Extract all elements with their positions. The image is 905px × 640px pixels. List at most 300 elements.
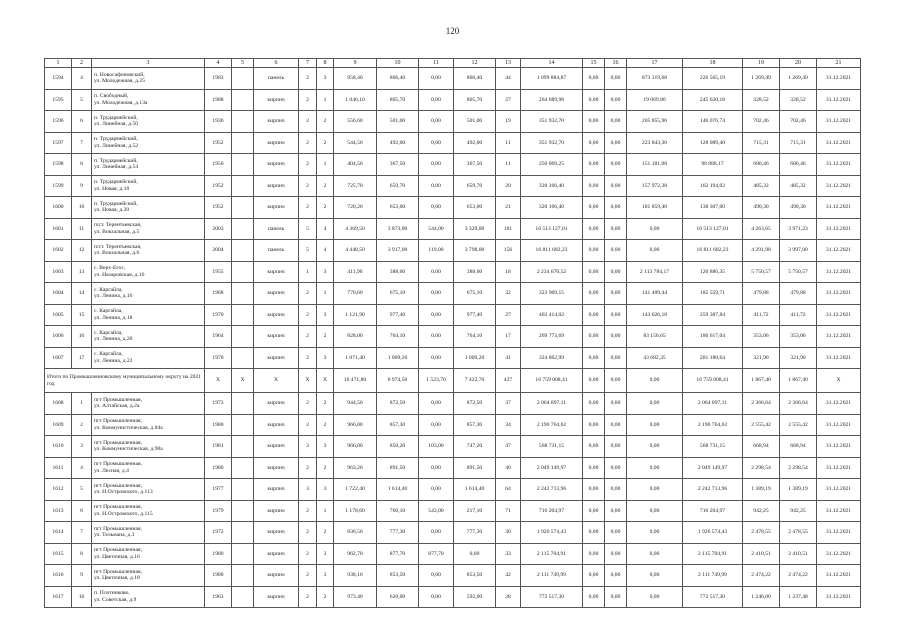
cell-c18: 162 194,02 (683, 175, 743, 197)
cell-c18: 2 049 149,97 (683, 457, 743, 479)
cell-c11: 0,00 (419, 326, 454, 348)
cell-c9: 944,50 (334, 393, 377, 415)
cell-c9: 1 121,90 (334, 304, 377, 326)
address-locality: п. Плотниково, (94, 590, 130, 597)
cell-c20: 2 298,54 (780, 457, 817, 479)
cell-c6: кирпич (254, 479, 299, 501)
cell-c17: 43 682,35 (627, 347, 683, 369)
cell-c12: 853,50 (454, 565, 496, 587)
cell-c18: 16 811 682,23 (683, 240, 743, 262)
cell-c5 (232, 479, 254, 501)
cell-c18: 186 617,04 (683, 326, 743, 348)
cell-c20: 490,30 (780, 197, 817, 219)
cell-c17: 873 319,68 (627, 68, 683, 90)
cell-c2: 7 (72, 522, 92, 544)
cell-c10: 891,50 (377, 457, 419, 479)
cell-c15: 0,00 (583, 393, 605, 415)
cell-c5 (232, 326, 254, 348)
cell-c6: кирпич (254, 261, 299, 283)
cell-c8: 1 (317, 500, 334, 522)
cell-c19: 2 474,22 (743, 565, 780, 587)
table-row (45, 111, 861, 133)
cell-c8: 4 (317, 218, 334, 240)
address-locality: с. Каргайла, (94, 351, 123, 358)
cell-c5 (232, 457, 254, 479)
cell-c1: 1608 (45, 393, 72, 415)
total-label: Итого по Промышленновскому муниципальному округу на 2021 год (45, 369, 205, 393)
cell-c9: 556,60 (334, 111, 377, 133)
address-street: ул. Вокзальная, д.5 (94, 228, 140, 235)
cell-c17: 0,00 (627, 479, 683, 501)
cell-c4: 1980 (205, 457, 232, 479)
address-locality: п. Трудармейский, (94, 179, 138, 186)
cell-c4: 1972 (205, 522, 232, 544)
address-street: ул. Коммунистическая, д.90а (94, 446, 163, 453)
total-c7: X (299, 369, 317, 393)
address-cell (92, 347, 205, 369)
address-cell (92, 457, 205, 479)
cell-c9: 411,90 (334, 261, 377, 283)
address-locality: п. Новосафоновский, (94, 71, 145, 78)
total-c5: X (232, 369, 254, 393)
cell-c13: 44 (496, 68, 521, 90)
cell-c8: 3 (317, 261, 334, 283)
cell-c14: 264 689,98 (521, 89, 583, 111)
column-number: 1 (45, 59, 72, 68)
address-street: ул. Советская, д.9 (94, 596, 137, 603)
cell-c18: 182 559,71 (683, 283, 743, 305)
cell-c15: 0,00 (583, 261, 605, 283)
cell-c19: 668,94 (743, 436, 780, 458)
total-c6: X (254, 369, 299, 393)
total-c20: 1 867,40 (780, 369, 817, 393)
address-cell (92, 304, 205, 326)
cell-c7: 2 (299, 154, 317, 176)
cell-c14: 351 932,70 (521, 132, 583, 154)
cell-c10: 620,00 (377, 586, 419, 608)
table-row (45, 197, 861, 219)
cell-c19: 411,72 (743, 304, 780, 326)
table-row (45, 393, 861, 415)
cell-c2: 17 (72, 347, 92, 369)
cell-c16: 0,00 (605, 111, 627, 133)
cell-c7: 2 (299, 304, 317, 326)
cell-c7: 1 (299, 261, 317, 283)
cell-c4: 1952 (205, 132, 232, 154)
address-locality: пгт Промышленная, (94, 568, 142, 575)
cell-c6: кирпич (254, 457, 299, 479)
cell-c9: 973,40 (334, 586, 377, 608)
cell-c11: 0,00 (419, 565, 454, 587)
cell-c15: 0,00 (583, 218, 605, 240)
address-locality: пгт Промышленная, (94, 418, 142, 425)
address-cell (92, 132, 205, 154)
cell-c16: 0,00 (605, 197, 627, 219)
address-cell (92, 326, 205, 348)
cell-c16: 0,00 (605, 479, 627, 501)
column-number: 15 (583, 59, 605, 68)
cell-c9: 725,70 (334, 175, 377, 197)
address-cell (92, 414, 205, 436)
cell-c15: 0,00 (583, 68, 605, 90)
cell-c20: 2 555,42 (780, 414, 817, 436)
cell-c7: 2 (299, 457, 317, 479)
cell-c12: 388,60 (454, 261, 496, 283)
column-number: 21 (817, 59, 861, 68)
cell-c11: 0,00 (419, 89, 454, 111)
cell-c1: 1612 (45, 479, 72, 501)
cell-c5 (232, 347, 254, 369)
cell-c19: 1 389,19 (743, 479, 780, 501)
cell-c9: 966,00 (334, 436, 377, 458)
cell-c18: 120 886,35 (683, 261, 743, 283)
cell-c2: 11 (72, 218, 92, 240)
cell-c4: 1980 (205, 414, 232, 436)
cell-c17: 19 069,80 (627, 89, 683, 111)
cell-c19: 1 269,49 (743, 68, 780, 90)
cell-c14: 1 099 884,87 (521, 68, 583, 90)
cell-c2: 1 (72, 393, 92, 415)
cell-c6: кирпич (254, 283, 299, 305)
cell-c17: 0,00 (627, 240, 683, 262)
table-row (45, 479, 861, 501)
cell-c1: 1599 (45, 175, 72, 197)
address-street: ул. Новая, д.20 (94, 207, 130, 214)
cell-c5 (232, 89, 254, 111)
cell-c9: 938,10 (334, 565, 377, 587)
address-cell (92, 261, 205, 283)
cell-c2: 6 (72, 500, 92, 522)
cell-c21: 31.12.2021 (817, 543, 861, 565)
cell-c21: 31.12.2021 (817, 326, 861, 348)
cell-c5 (232, 154, 254, 176)
cell-c14: 2 190 764,62 (521, 414, 583, 436)
cell-c12: 3 329,00 (454, 218, 496, 240)
cell-c7: 2 (299, 522, 317, 544)
cell-c8: 1 (317, 89, 334, 111)
cell-c1: 1604 (45, 283, 72, 305)
cell-c5 (232, 586, 254, 608)
cell-c19: 942,25 (743, 500, 780, 522)
cell-c15: 0,00 (583, 175, 605, 197)
cell-c12: 659,70 (454, 175, 496, 197)
address-locality: пгт Промышленная, (94, 525, 142, 532)
cell-c15: 0,00 (583, 326, 605, 348)
cell-c11: 544,00 (419, 218, 454, 240)
cell-c4: 1964 (205, 326, 232, 348)
cell-c4: 1936 (205, 111, 232, 133)
total-c13: 427 (496, 369, 521, 393)
cell-c4: 1970 (205, 304, 232, 326)
cell-c13: 27 (496, 89, 521, 111)
cell-c11: 0,00 (419, 414, 454, 436)
address-cell (92, 240, 205, 262)
cell-c21: 31.12.2021 (817, 261, 861, 283)
cell-c2: 10 (72, 197, 92, 219)
cell-c11: 0,00 (419, 586, 454, 608)
cell-c6: кирпич (254, 154, 299, 176)
cell-c7: 2 (299, 393, 317, 415)
cell-c8: 2 (317, 522, 334, 544)
cell-c7: 5 (299, 240, 317, 262)
cell-c6: кирпич (254, 326, 299, 348)
cell-c21: 31.12.2021 (817, 500, 861, 522)
cell-c16: 0,00 (605, 500, 627, 522)
cell-c13: 33 (496, 543, 521, 565)
cell-c15: 0,00 (583, 414, 605, 436)
total-c21: X (817, 369, 861, 393)
cell-c2: 6 (72, 111, 92, 133)
cell-c8: 3 (317, 543, 334, 565)
cell-c12: 777,30 (454, 522, 496, 544)
cell-c4: 2003 (205, 218, 232, 240)
address-cell (92, 393, 205, 415)
cell-c6: кирпич (254, 197, 299, 219)
cell-c15: 0,00 (583, 304, 605, 326)
address-locality: с. Каргайла, (94, 308, 123, 315)
cell-c7: 2 (299, 500, 317, 522)
column-number: 8 (317, 59, 334, 68)
cell-c6: кирпич (254, 89, 299, 111)
total-c11: 1 523,70 (419, 369, 454, 393)
cell-c1: 1607 (45, 347, 72, 369)
cell-c18: 2 190 764,62 (683, 414, 743, 436)
cell-c10: 805,70 (377, 89, 419, 111)
table-row (45, 240, 861, 262)
total-c14: 16 759 008,41 (521, 369, 583, 393)
cell-c12: 747,20 (454, 436, 496, 458)
address-cell (92, 543, 205, 565)
cell-c14: 2 115 704,91 (521, 543, 583, 565)
cell-c17: 0,00 (627, 500, 683, 522)
cell-c5 (232, 175, 254, 197)
cell-c11: 0,00 (419, 197, 454, 219)
cell-c18: 772 517,30 (683, 586, 743, 608)
cell-c5 (232, 240, 254, 262)
cell-c8: 2 (317, 393, 334, 415)
cell-c9: 962,70 (334, 543, 377, 565)
cell-c9: 720,20 (334, 197, 377, 219)
cell-c16: 0,00 (605, 283, 627, 305)
address-street: ул. Цветочная, д.16 (94, 553, 140, 560)
cell-c15: 0,00 (583, 240, 605, 262)
cell-c7: 2 (299, 197, 317, 219)
cell-c7: 2 (299, 111, 317, 133)
cell-c19: 353,06 (743, 326, 780, 348)
table-row (45, 154, 861, 176)
cell-c5 (232, 522, 254, 544)
address-cell (92, 565, 205, 587)
address-locality: п. Свободный, (94, 93, 129, 100)
cell-c2: 12 (72, 240, 92, 262)
cell-c7: 2 (299, 283, 317, 305)
column-number: 12 (454, 59, 496, 68)
cell-c17: 141 409,44 (627, 283, 683, 305)
cell-c12: 3 798,00 (454, 240, 496, 262)
address-cell (92, 89, 205, 111)
total-c12: 7 422,70 (454, 369, 496, 393)
cell-c15: 0,00 (583, 543, 605, 565)
cell-c10: 3 873,00 (377, 218, 419, 240)
cell-c16: 0,00 (605, 261, 627, 283)
cell-c16: 0,00 (605, 218, 627, 240)
cell-c8: 2 (317, 586, 334, 608)
cell-c2: 4 (72, 68, 92, 90)
address-street: ул. Молодежная, д.13а (94, 99, 148, 106)
address-street: ул. Линейная, д.54 (94, 164, 139, 171)
cell-c1: 1595 (45, 89, 72, 111)
address-locality: п. Трудармейский, (94, 200, 138, 207)
total-c10: 8 974,50 (377, 369, 419, 393)
cell-c14: 2 049 149,97 (521, 457, 583, 479)
cell-c18: 128 089,40 (683, 132, 743, 154)
cell-c19: 680,46 (743, 154, 780, 176)
cell-c8: 1 (317, 283, 334, 305)
cell-c5 (232, 261, 254, 283)
cell-c10: 777,30 (377, 522, 419, 544)
cell-c14: 16 811 682,23 (521, 240, 583, 262)
table-row (45, 304, 861, 326)
cell-c6: кирпич (254, 347, 299, 369)
cell-c7: 2 (299, 326, 317, 348)
cell-c19: 4 263,65 (743, 218, 780, 240)
cell-c13: 42 (496, 565, 521, 587)
cell-c17: 0,00 (627, 522, 683, 544)
cell-c20: 411,72 (780, 304, 817, 326)
address-street: ул. Новая, д.18 (94, 185, 130, 192)
cell-c18: 16 513 127,01 (683, 218, 743, 240)
cell-c4: 1988 (205, 89, 232, 111)
cell-c17: 0,00 (627, 218, 683, 240)
cell-c14: 324 862,99 (521, 347, 583, 369)
cell-c9: 770,60 (334, 283, 377, 305)
cell-c16: 0,00 (605, 240, 627, 262)
cell-c17: 0,00 (627, 457, 683, 479)
column-number: 2 (72, 59, 92, 68)
cell-c21: 31.12.2021 (817, 68, 861, 90)
cell-c20: 2 366,64 (780, 393, 817, 415)
cell-c17: 0,00 (627, 543, 683, 565)
table-row (45, 543, 861, 565)
cell-c1: 1609 (45, 414, 72, 436)
cell-c9: 1 046,10 (334, 89, 377, 111)
cell-c1: 1600 (45, 197, 72, 219)
cell-c16: 0,00 (605, 457, 627, 479)
cell-c14: 269 773,69 (521, 326, 583, 348)
address-street: ул. Вокзальная, д.6 (94, 250, 140, 257)
cell-c14: 250 069,25 (521, 154, 583, 176)
cell-c10: 1 009,20 (377, 347, 419, 369)
table-row (45, 436, 861, 458)
cell-c18: 2 064 897,11 (683, 393, 743, 415)
cell-c9: 4 448,50 (334, 240, 377, 262)
cell-c1: 1605 (45, 304, 72, 326)
cell-c2: 8 (72, 543, 92, 565)
cell-c12: 805,70 (454, 89, 496, 111)
cell-c1: 1597 (45, 132, 72, 154)
cell-c6: кирпич (254, 175, 299, 197)
cell-c2: 15 (72, 304, 92, 326)
cell-c9: 1 722,40 (334, 479, 377, 501)
cell-c2: 16 (72, 326, 92, 348)
address-street: ул. Алтайская, д.2а (94, 403, 140, 410)
cell-c20: 702,46 (780, 111, 817, 133)
column-number: 3 (92, 59, 205, 68)
cell-c1: 1610 (45, 436, 72, 458)
cell-c12: 891,50 (454, 457, 496, 479)
cell-c6: кирпич (254, 543, 299, 565)
cell-c1: 1606 (45, 326, 72, 348)
address-locality: п. Трудармейский, (94, 157, 138, 164)
cell-c1: 1601 (45, 218, 72, 240)
address-street: ул. Коммунистическая, д.84а (94, 424, 163, 431)
cell-c21: 31.12.2021 (817, 132, 861, 154)
cell-c14: 16 513 127,01 (521, 218, 583, 240)
cell-c12: 1 614,40 (454, 479, 496, 501)
cell-c13: 19 (496, 111, 521, 133)
cell-c13: 156 (496, 240, 521, 262)
address-locality: п/ст. Терентьевская, (94, 243, 142, 250)
cell-c14: 323 969,15 (521, 283, 583, 305)
address-cell (92, 175, 205, 197)
cell-c6: кирпич (254, 565, 299, 587)
cell-c2: 14 (72, 283, 92, 305)
address-street: ул. Ленина, д.20 (94, 336, 133, 343)
address-locality: пгт Промышленная, (94, 396, 142, 403)
address-cell (92, 197, 205, 219)
cell-c11: 0,00 (419, 304, 454, 326)
cell-c17: 0,00 (627, 436, 683, 458)
cell-c5 (232, 414, 254, 436)
cell-c1: 1603 (45, 261, 72, 283)
total-row (45, 369, 861, 393)
address-street: ул. Цветочная, д.18 (94, 575, 140, 582)
cell-c20: 485,32 (780, 175, 817, 197)
cell-c11: 0,00 (419, 393, 454, 415)
cell-c5 (232, 68, 254, 90)
cell-c12: 977,40 (454, 304, 496, 326)
cell-c16: 0,00 (605, 154, 627, 176)
cell-c15: 0,00 (583, 565, 605, 587)
cell-c11: 0,00 (419, 68, 454, 90)
cell-c20: 668,94 (780, 436, 817, 458)
cell-c13: 40 (496, 457, 521, 479)
cell-c4: 1980 (205, 543, 232, 565)
address-street: ул. Н.Островского, д.115 (94, 510, 153, 517)
cell-c4: 1970 (205, 347, 232, 369)
cell-c9: 544,50 (334, 132, 377, 154)
address-cell (92, 283, 205, 305)
cell-c12: 857,30 (454, 414, 496, 436)
cell-c7: 5 (299, 218, 317, 240)
cell-c11: 0,00 (419, 111, 454, 133)
cell-c6: кирпич (254, 111, 299, 133)
column-number: 4 (205, 59, 232, 68)
cell-c21: 31.12.2021 (817, 111, 861, 133)
cell-c12: 492,00 (454, 132, 496, 154)
cell-c19: 2 410,51 (743, 543, 780, 565)
cell-c15: 0,00 (583, 154, 605, 176)
cell-c1: 1613 (45, 500, 72, 522)
cell-c1: 1616 (45, 565, 72, 587)
cell-c20: 3 971,23 (780, 218, 817, 240)
column-number: 11 (419, 59, 454, 68)
cell-c12: 653,00 (454, 197, 496, 219)
cell-c6: панель (254, 218, 299, 240)
cell-c4: 1983 (205, 68, 232, 90)
cell-c7: 3 (299, 436, 317, 458)
cell-c19: 321,90 (743, 347, 780, 369)
